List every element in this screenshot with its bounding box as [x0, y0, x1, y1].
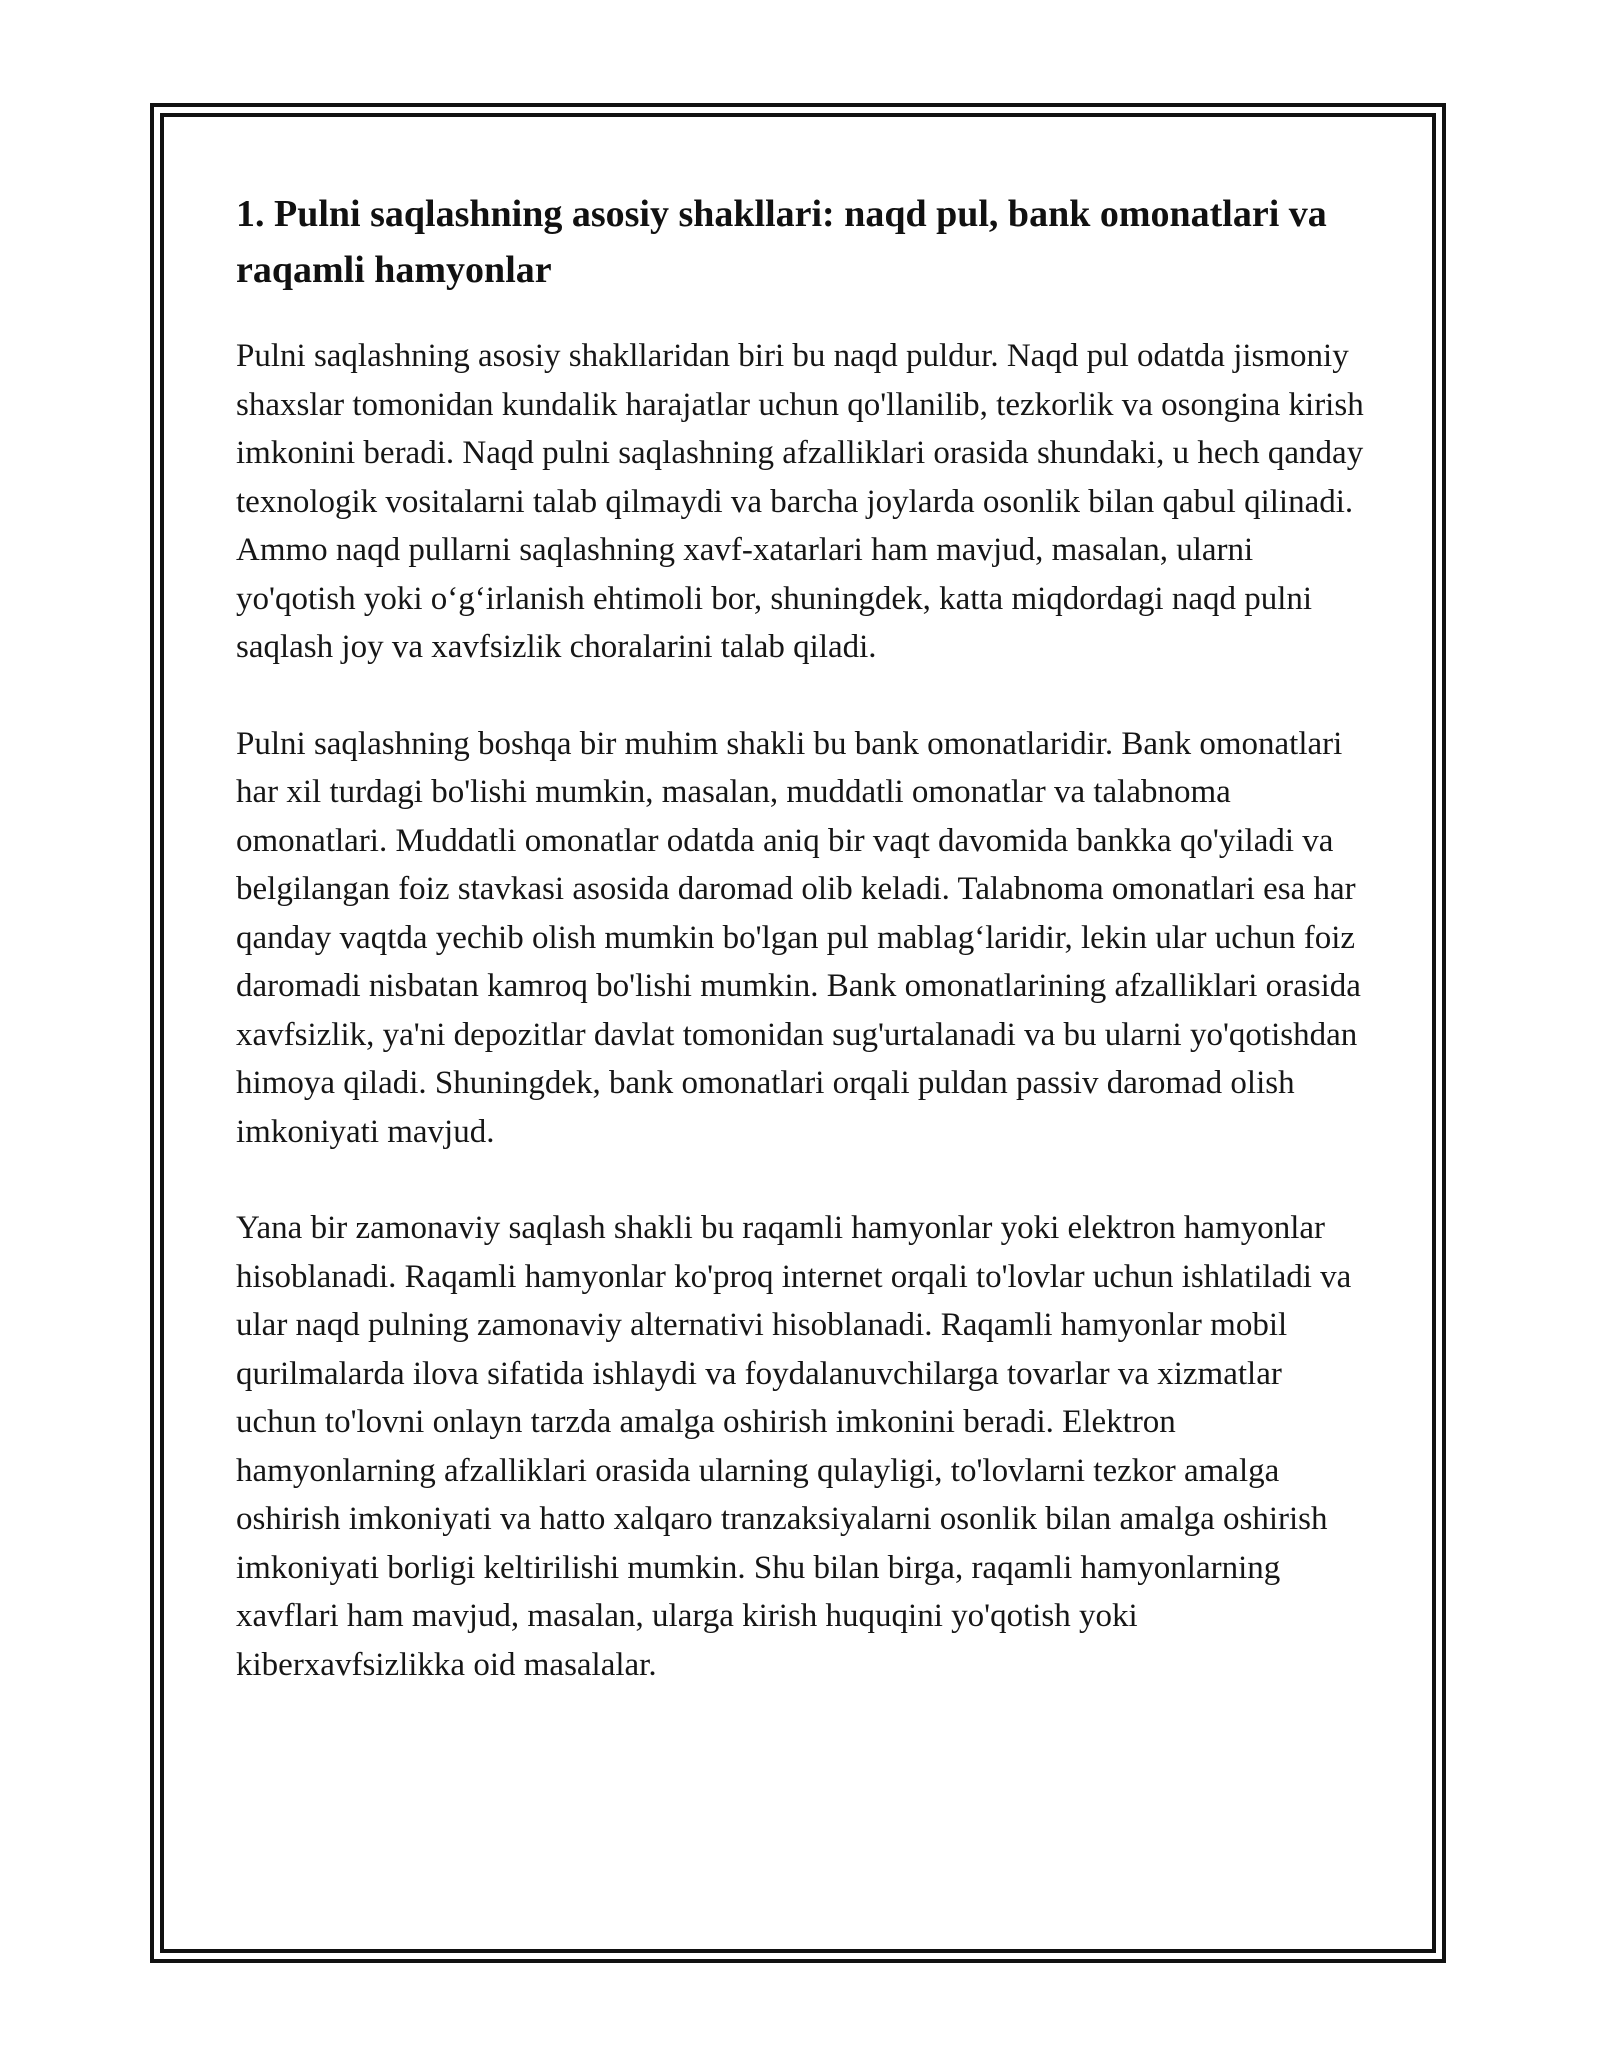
paragraph-bank-deposits: Pulni saqlashning boshqa bir muhim shakli bu bank omonatlaridir. Bank omonatlari har xil turdagi bo'lishi mumkin, masalan, muddatli omonatlar va talabnoma omonatlari. Muddatli omonatlar odatda aniq bir vaqt davomida bankka qo'yiladi va belgilangan foiz stavkasi asosida daromad olib keladi. Talabnoma omonatlari esa har qanday vaqtda yechib olish mumkin bo'lgan pul mablag‘laridir, lekin ular uchun foiz daromadi nisbatan kamroq bo'lishi mumkin. Bank omonatlarining afzalliklari orasida xavfsizlik, ya'ni depozitlar davlat tomonidan sug'urtalanadi va bu ularni yo'qotishdan himoya qiladi. Shuningdek, bank omonatlari orqali puldan passiv daromad olish imkoniyati mavjud.: [236, 725, 1361, 1150]
section-heading: 1. Pulni saqlashning asosiy shakllari: naqd pul, bank omonatlari va raqamli hamyonlar: [236, 193, 1327, 291]
paragraph-digital-wallets: Yana bir zamonaviy saqlash shakli bu raqamli hamyonlar yoki elektron hamyonlar hisoblanadi. Raqamli hamyonlar ko'proq internet orqali to'lovlar uchun ishlatiladi va ular naqd pulning zamonaviy alternativi hisoblanadi. Raqamli hamyonlar mobil qurilmalarda ilova sifatida ishlaydi va foydalanuvchilarga tovarlar va xizmatlar uchun to'lovni onlayn tarzda amalga oshirish imkonini beradi. Elektron hamyonlarning afzalliklari orasida ularning qulayligi, to'lovlarni tezkor amalga oshirish imkoniyati va hatto xalqaro tranzaksiyalarni osonlik bilan amalga oshirish imkoniyati borligi keltirilishi mumkin. Shu bilan birga, raqamli hamyonlarning xavflari ham mavjud, masalan, ularga kirish huquqini yo'qotish yoki kiberxavfsizlikka oid masalalar.: [236, 1210, 1352, 1683]
document-body: [236, 186, 1370, 1737]
paragraph-cash: Pulni saqlashning asosiy shakllaridan biri bu naqd puldur. Naqd pul odatda jismoniy shaxslar tomonidan kundalik harajatlar uchun qo'llanilib, tezkorlik va osongina kirish imkonini beradi. Naqd pulni saqlashning afzalliklari orasida shundaki, u hech qanday texnologik vositalarni talab qilmaydi va barcha joylarda osonlik bilan qabul qilinadi. Ammo naqd pullarni saqlashning xavf-xatarlari ham mavjud, masalan, ularni yo'qotish yoki o‘g‘irlanish ehtimoli bor, shuningdek, katta miqdordagi naqd pulni saqlash joy va xavfsizlik choralarini talab qiladi.: [236, 338, 1364, 665]
